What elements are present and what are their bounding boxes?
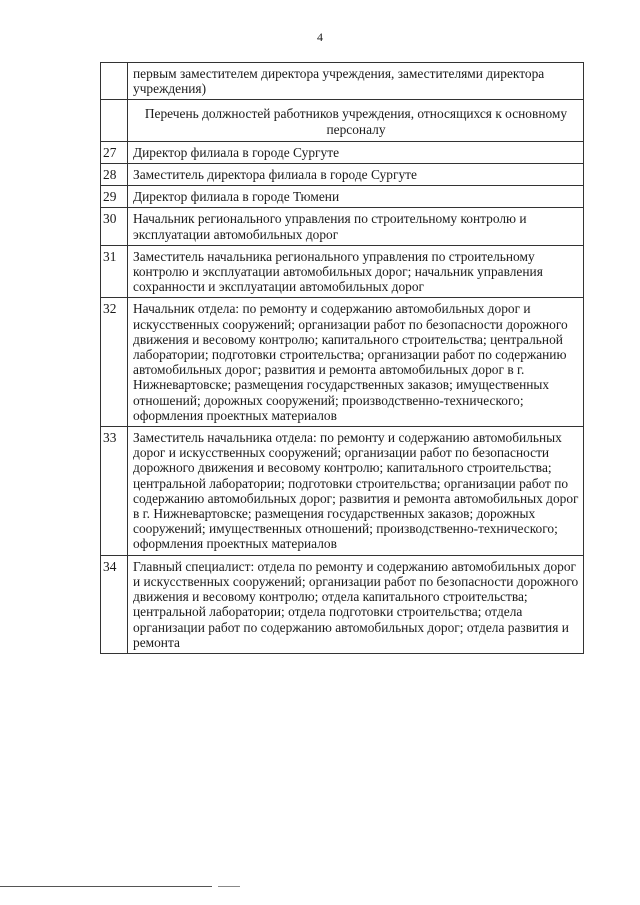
table-row [101, 164, 584, 186]
table-row [101, 186, 584, 208]
row-text: Начальник регионального управления по строительному контролю и эксплуатации автомобильных дорог [128, 208, 584, 245]
row-text: Начальник отдела: по ремонту и содержанию автомобильных дорог и искусственных сооружений; организации работ по безопасности дорожного движения и весовому контролю; капитального строительства; центральной лаборатории; подготовки строительства; организации работ по содержанию автомобильных дорог; развития и ремонта автомобильных дорог в г. Нижневартовске; размещения государственных заказов; имущественных отношений; дорожных сооружений; производственно-технического; оформления проектных материалов [128, 298, 584, 427]
table-row [101, 100, 584, 141]
page-number: 4 [317, 30, 323, 44]
row-number: 27 [101, 141, 128, 163]
table-row [101, 427, 584, 556]
row-text: Заместитель директора филиала в городе Сургуте [128, 164, 584, 186]
table-row [101, 245, 584, 298]
row-number: 31 [101, 245, 128, 298]
row-number: 30 [101, 208, 128, 245]
row-number: 34 [101, 555, 128, 653]
row-number: 28 [101, 164, 128, 186]
row-text: Заместитель начальника отдела: по ремонту и содержанию автомобильных дорог и искусственных сооружений; организации работ по безопасности дорожного движения и весовому контролю; капитального строительства; центральной лаборатории; подготовки строительства; организации работ по содержанию автомобильных дорог; развития и ремонта автомобильных дорог в г. Нижневартовске; размещения государственных заказов; дорожных сооружений; имущественных отношений; производственно-технического; оформления проектных материалов [128, 427, 584, 556]
bottom-rule [0, 886, 212, 887]
section-heading: Перечень должностей работников учреждения, относящихся к основному персоналу [128, 100, 584, 141]
row-text: первым заместителем директора учреждения, заместителями директора учреждения) [128, 63, 584, 100]
table-row [101, 141, 584, 163]
row-number: 29 [101, 186, 128, 208]
row-number: 33 [101, 427, 128, 556]
table-row [101, 63, 584, 100]
table-row [101, 298, 584, 427]
row-text: Главный специалист: отдела по ремонту и содержанию автомобильных дорог и искусственных сооружений; организации работ по безопасности дорожного движения и весовому контролю; отдела капитального строительства; центральной лаборатории; отдела подготовки строительства; отдела организации работ по содержанию автомобильных дорог; отдела развития и ремонта [128, 555, 584, 653]
row-number: 32 [101, 298, 128, 427]
positions-table [100, 62, 584, 654]
row-text: Директор филиала в городе Тюмени [128, 186, 584, 208]
table-row [101, 208, 584, 245]
row-text: Заместитель начальника регионального управления по строительному контролю и эксплуатации автомобильных дорог; начальник управления сохранности и эксплуатации автомобильных дорог [128, 245, 584, 298]
bottom-rule-dash [218, 886, 240, 887]
row-text: Директор филиала в городе Сургуте [128, 141, 584, 163]
table-row [101, 555, 584, 653]
row-number [101, 63, 128, 100]
row-number [101, 100, 128, 141]
